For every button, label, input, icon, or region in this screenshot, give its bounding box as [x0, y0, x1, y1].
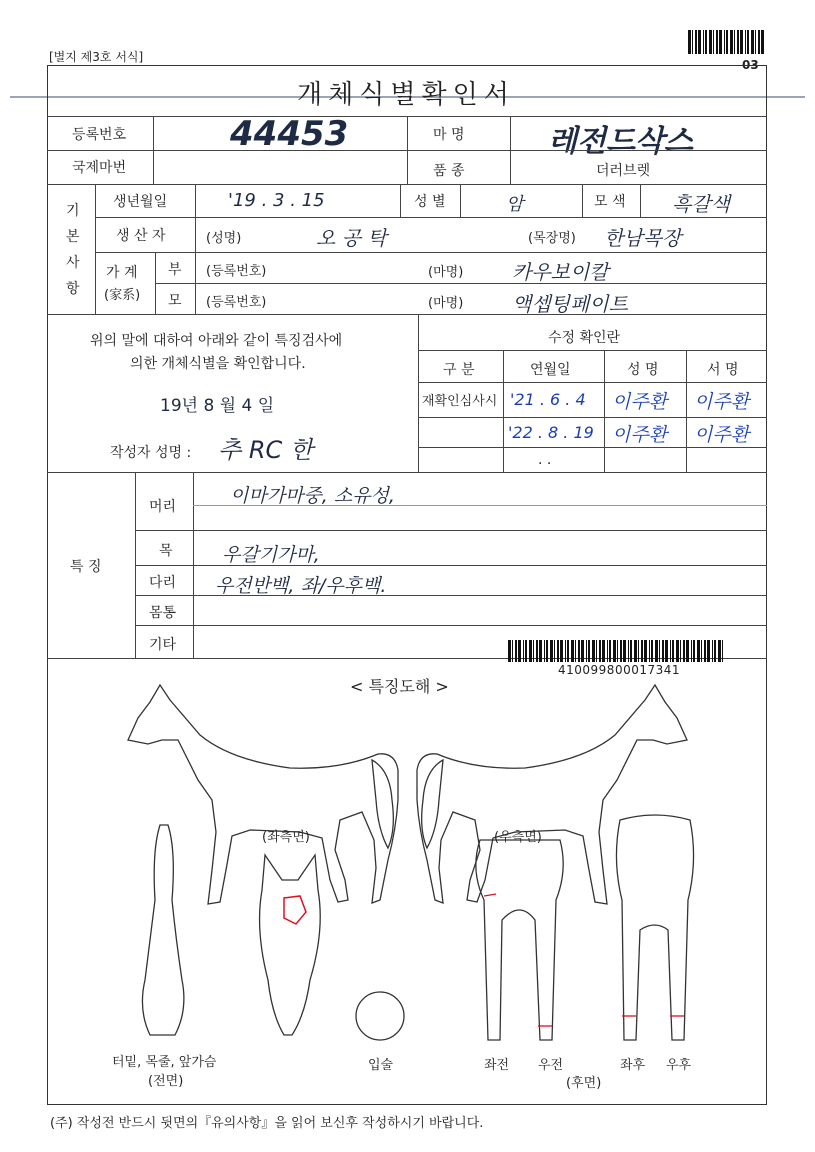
- birth-label: 생년월일: [113, 194, 168, 210]
- leg-value: 우전반백, 좌/우후백.: [215, 575, 387, 597]
- rear-caption: (후면): [566, 1076, 602, 1091]
- front-caption1: 터밑, 목줄, 앞가슴: [112, 1055, 217, 1070]
- color-value: 흑갈색: [672, 192, 730, 216]
- barcode-number: 410099800017341: [558, 663, 681, 677]
- head-mark: [284, 896, 306, 924]
- front-neck-view: [142, 825, 183, 1035]
- right-fore-caption: 우전: [538, 1058, 564, 1073]
- lineage-hanja: (家系): [104, 288, 141, 303]
- col-date: 연월일: [530, 362, 571, 378]
- left-side-caption: (좌측면): [262, 830, 310, 845]
- birth-value: '19 . 3 . 15: [228, 190, 325, 211]
- lips-view: [356, 992, 404, 1040]
- breeder-label: 생 산 자: [116, 228, 166, 244]
- features-section-label: 특 징: [70, 559, 102, 575]
- diagram-title: < 특징도해 >: [350, 677, 449, 696]
- horse-name-label: 마 명: [433, 127, 465, 143]
- left-side-tail: [372, 760, 393, 848]
- col-name: 성 명: [627, 362, 659, 378]
- reg-no-value: 44453: [230, 114, 349, 154]
- sex-value: 암: [506, 194, 524, 215]
- color-label: 모 색: [594, 194, 626, 210]
- leg-label: 다리: [149, 575, 177, 591]
- form-tag: [별지 제3호 서식]: [49, 50, 144, 64]
- neck-label: 목: [159, 543, 173, 559]
- horse-name-value: 레전드삭스: [548, 124, 693, 159]
- etc-label: 기타: [149, 637, 177, 653]
- dam-reg-sub: (등록번호): [206, 295, 267, 310]
- page-code: 03: [742, 58, 759, 72]
- breeder-value: 오 공 탁: [316, 226, 387, 250]
- statement-line2: 의한 개체식별을 확인합니다.: [130, 356, 306, 372]
- head-front-view: [260, 855, 321, 1035]
- row2-date: '22 . 8 . 19: [508, 423, 594, 442]
- rear-legs-view: [616, 815, 693, 1040]
- dam-value: 액셉팅페이트: [512, 292, 628, 316]
- front-legs-view: [476, 840, 563, 1040]
- row1-type: 재확인심사시: [422, 394, 498, 409]
- sire-reg-sub: (등록번호): [206, 264, 267, 279]
- head-value: 이마가마중, 소유성,: [230, 485, 395, 507]
- statement-line1: 위의 말에 대하여 아래와 같이 특징검사에: [90, 333, 343, 349]
- right-side-tail: [422, 760, 443, 848]
- author-value: 추 RC 한: [218, 436, 314, 464]
- sire-label: 부: [168, 262, 182, 278]
- row3-date: . .: [538, 452, 552, 468]
- lips-caption: 입술: [368, 1058, 394, 1073]
- reg-no-label: 등록번호: [72, 127, 127, 143]
- col-type: 구 분: [443, 362, 475, 378]
- right-side-horse: [417, 685, 687, 904]
- head-label: 머리: [149, 499, 177, 515]
- left-hind-caption: 좌후: [620, 1058, 646, 1073]
- breed-value: 더러브렛: [596, 163, 651, 179]
- breeder-name-sub: (성명): [206, 231, 242, 246]
- sex-label: 성 별: [414, 194, 446, 210]
- col-sign: 서 명: [707, 362, 739, 378]
- correction-title: 수정 확인란: [548, 330, 621, 346]
- lineage-label: 가 계: [106, 265, 138, 281]
- dam-mname-sub: (마명): [428, 296, 464, 311]
- form-title: 개체식별확인서: [297, 80, 515, 110]
- confirm-date: 19년 8 월 4 일: [160, 396, 275, 416]
- farm-sub: (목장명): [528, 231, 576, 246]
- breed-label: 품 종: [433, 163, 465, 179]
- sire-mname-sub: (마명): [428, 265, 464, 280]
- row2-name: 이주환: [612, 424, 668, 446]
- dam-label: 모: [168, 293, 182, 309]
- farm-value: 한남목장: [604, 226, 682, 250]
- basic-section-label: 기본사항: [66, 203, 80, 297]
- row1-sign: 이주환: [694, 391, 750, 413]
- intl-no-label: 국제마번: [72, 160, 127, 176]
- left-fore-caption: 좌전: [484, 1058, 510, 1073]
- body-label: 몸통: [149, 605, 177, 621]
- right-side-caption: (우측면): [494, 830, 542, 845]
- front-caption2: (전면): [148, 1074, 184, 1089]
- footer-note: (주) 작성전 반드시 뒷면의『유의사항』을 읽어 보신후 작성하시기 바랍니다.: [50, 1116, 484, 1131]
- neck-value: 우갈기가마,: [222, 544, 320, 566]
- row2-sign: 이주환: [694, 424, 750, 446]
- author-label: 작성자 성명 :: [110, 445, 192, 461]
- right-hind-caption: 우후: [666, 1058, 692, 1073]
- sire-value: 카우보이칼: [512, 260, 609, 284]
- row1-name: 이주환: [612, 391, 668, 413]
- row1-date: '21 . 6 . 4: [510, 390, 586, 409]
